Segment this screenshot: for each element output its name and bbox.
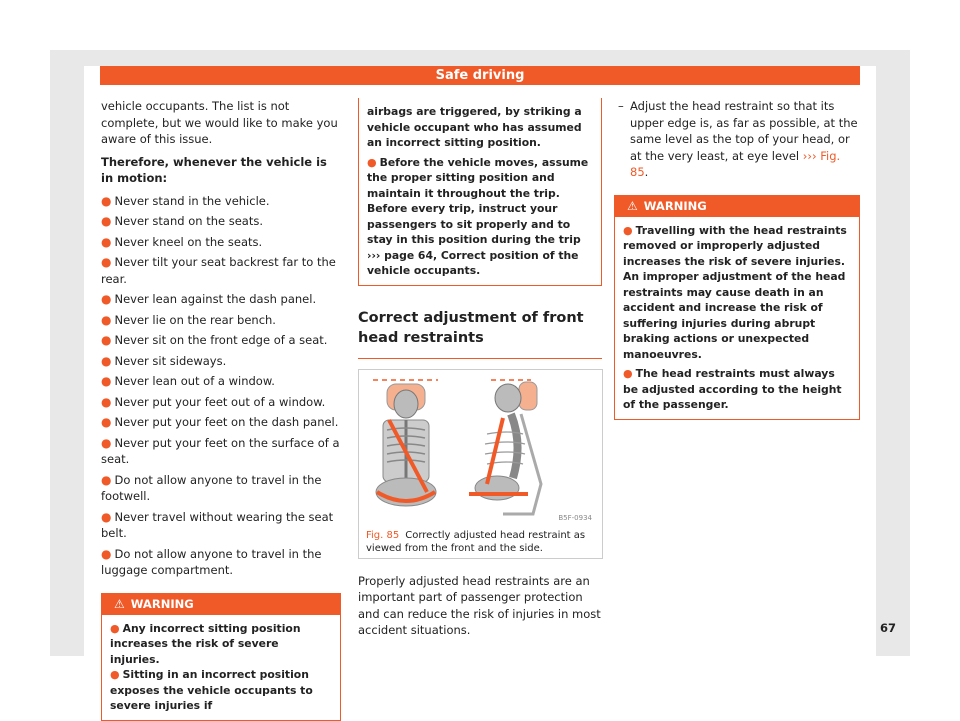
bullet-icon: ● [101,312,112,327]
column-3 [614,98,860,420]
column-2 [358,98,602,645]
never-list [101,193,341,579]
side-view-skeleton [469,380,541,514]
bullet-icon: ● [101,333,112,347]
page-header: Safe driving [100,66,860,85]
list-item: ● Never put your feet on the dash panel. [101,415,339,429]
bullet-icon: ● [101,255,112,269]
bullet-icon: ● [110,621,120,635]
bullet-icon: ● [101,546,112,561]
front-view-skeleton [373,380,438,506]
head-restraint-paragraph: Properly adjusted head restraints are an important part of passenger protection and can reduce the risk of injuries in most accident situations. [358,573,601,637]
warning-header: ⚠ WARNING [615,196,859,217]
section-title: Correct adjustment of front head restraints [358,308,602,359]
bullet-icon: ● [101,292,112,306]
bullet-icon: ● [110,668,120,681]
bullet-icon: ● [101,353,112,368]
bullet-icon: ● [101,193,112,208]
warning-text: airbags are triggered, by striking a vehicle occupant who has assumed an incorrect sitting position. [367,105,582,149]
bullet-icon: ● [623,223,633,237]
bullet-icon: ● [101,435,112,450]
bullet-icon: ● [101,214,112,228]
warning-item: ● Before the vehicle moves, assume the proper sitting position and maintain it throughout the trip. Before every trip, instruct your passengers to sit properly and to stay in this position during the trip [367,155,589,246]
list-item: ● Never put your feet on the surface of a seat. [101,435,340,466]
warning-item: ● Sitting in an incorrect position exposes the vehicle occupants to severe injuries if [110,668,313,712]
warning-body [615,217,859,419]
warning-body [359,98,601,285]
bullet-icon: ● [623,367,633,380]
figure-code: B5F-0934 [558,513,592,522]
figure-link[interactable]: ››› Fig. 85 [630,148,841,179]
list-item: ● Never sit sideways. [101,353,227,368]
list-item: ● Never sit on the front edge of a seat. [101,333,328,347]
list-item: ● Never put your feet out of a window. [101,394,326,409]
figure-caption: Fig. 85 Correctly adjusted head restraint as viewed from the front and the side. [366,529,586,554]
figure-number: Fig. 85 [366,529,400,541]
list-item: ● Do not allow anyone to travel in the luggage compartment. [101,546,322,577]
list-item: ● Never travel without wearing the seat belt. [101,509,334,540]
list-item: ● Never kneel on the seats. [101,234,263,249]
list-item: ● Never lie on the rear bench. [101,312,276,327]
warning-item: ● Travelling with the head restraints removed or improperly adjusted increases the risk of severe injuries. An improper adjustment of the head restraints may cause death in an accident and increase the risk of suffering injuries during abrupt braking actions or unexpected manoeuvres. [623,223,847,361]
list-item: ● Never lean against the dash panel. [101,292,317,306]
lead-heading: Therefore, whenever the vehicle is in motion: [101,154,327,185]
dash-marker: – [618,99,624,113]
instruction-item: – Adjust the head restraint so that its upper edge is, as far as possible, at the same level as the top of your head, or at the very least, at eye level ››› Fig. 85. [618,99,858,179]
warning-triangle-icon: ⚠ [627,198,638,213]
list-item: ● Never tilt your seat backrest far to the rear. [101,255,336,286]
column-1 [101,98,341,721]
head-restraint-illustration [363,374,598,520]
bullet-icon: ● [101,374,112,388]
warning-triangle-icon: ⚠ [114,596,125,611]
warning-body [102,615,340,720]
warning-item: ● The head restraints must always be adjusted according to the height of the passenger. [623,367,842,411]
list-item: ● Never stand on the seats. [101,214,263,228]
list-item: ● Do not allow anyone to travel in the footwell. [101,472,322,503]
list-item: ● Never stand in the vehicle. [101,193,270,208]
cross-reference-link[interactable]: ››› page 64, Correct position of the vehicle occupants. [367,248,579,277]
intro-paragraph: vehicle occupants. The list is not complete, but we would like to make you aware of this issue. [101,99,338,146]
warning-box-continued [358,98,602,286]
bullet-icon: ● [367,155,377,169]
bullet-icon: ● [101,234,112,249]
bullet-icon: ● [101,472,112,487]
bullet-icon: ● [101,415,112,429]
warning-box [101,593,341,721]
bullet-icon: ● [101,394,112,409]
page-number: 67 [880,621,897,635]
list-item: ● Never lean out of a window. [101,374,275,388]
warning-item: ● Any incorrect sitting position increases the risk of severe injuries. [110,621,301,666]
bullet-icon: ● [101,509,112,524]
warning-header: ⚠ WARNING [102,594,340,615]
warning-box [614,195,860,420]
